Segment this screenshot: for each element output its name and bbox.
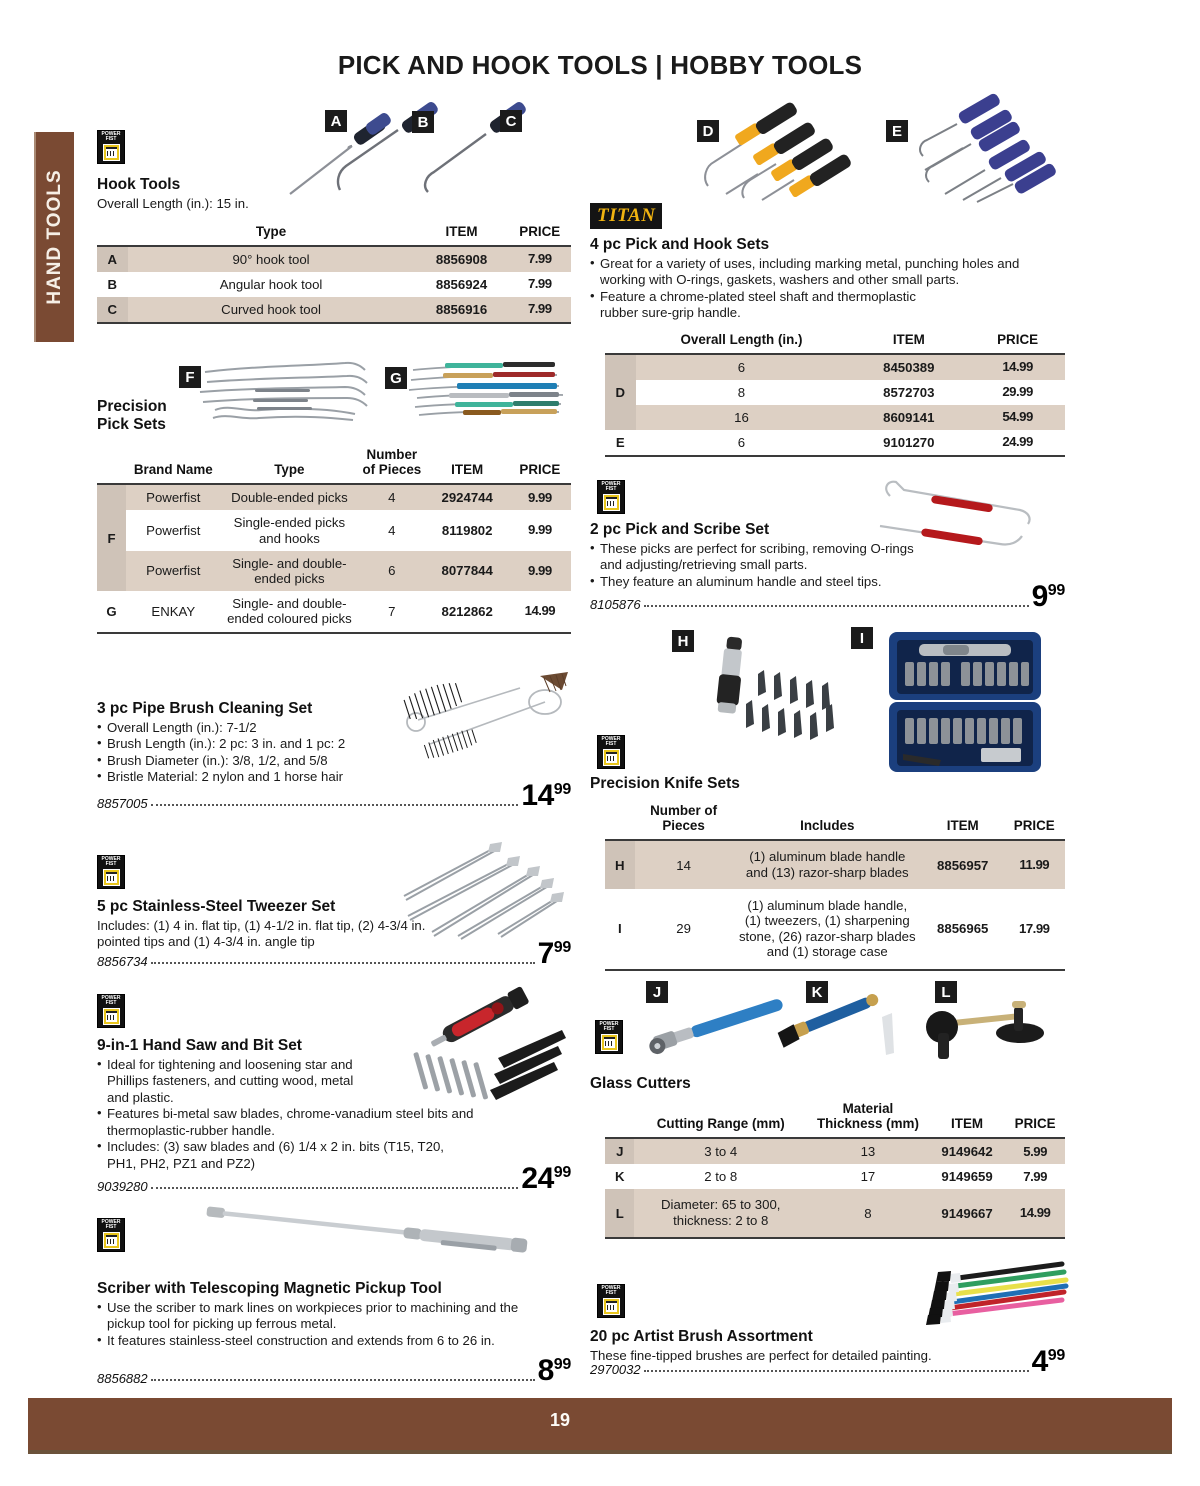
row-price: 29.99 [970, 380, 1065, 405]
row-range: Diameter: 65 to 300, thickness: 2 to 8 [634, 1189, 807, 1237]
artist-brush-description: These fine-tipped brushes are perfect for detailed painting. [590, 1347, 932, 1363]
row-item: 8212862 [426, 591, 509, 632]
row-type: Single- and double-ended picks [221, 551, 358, 591]
pick-hook-d-photo [700, 108, 890, 203]
dot-leader [644, 1369, 1029, 1372]
pick-hook-e-photo [915, 108, 1065, 203]
row-item: 9101270 [847, 430, 970, 456]
table-row [97, 510, 571, 550]
row-item: 8119802 [426, 510, 509, 550]
hand-saw-price-row [97, 1162, 571, 1195]
tweezer-set-sku: 8856734 [97, 953, 148, 969]
row-price: 14.99 [509, 591, 571, 632]
row-price: 11.99 [1003, 840, 1065, 888]
row-length: 6 [636, 354, 848, 380]
scriber-price: $8^{99}$ [537, 1354, 571, 1387]
pipe-brush-bullets [97, 720, 397, 786]
hand-saw-block [97, 1037, 527, 1172]
row-letter: C [97, 297, 128, 323]
pipe-brush-block [97, 700, 397, 786]
col-type: Type [128, 220, 415, 246]
knife-sets-table-wrap [605, 800, 1065, 971]
power-fist-logo-artist-brush: POWER FIST [597, 1284, 625, 1318]
row-letter: G [97, 591, 126, 632]
row-item: 8856957 [922, 840, 1004, 888]
pick-scribe-title: 2 pc Pick and Scribe Set [590, 521, 770, 538]
pick-hook-sets-table-wrap [605, 328, 1065, 457]
row-item: 8856924 [415, 272, 509, 297]
badge-a: A [325, 110, 347, 132]
row-item: 8856916 [415, 297, 509, 323]
row-item: 9149667 [929, 1189, 1005, 1237]
row-letter: H [605, 840, 635, 888]
row-price: 7.99 [509, 272, 571, 297]
row-item: 8077844 [426, 551, 509, 591]
row-price: 7.99 [509, 246, 571, 272]
col-item: ITEM [426, 444, 509, 484]
bullet: • It features stainless-steel construction and extends from 6 to 26 in. [97, 1333, 507, 1350]
hand-saw-bullets [97, 1057, 527, 1173]
table-row [97, 551, 571, 591]
row-price: 5.99 [1005, 1138, 1065, 1164]
pick-hook-sets-block [590, 236, 1060, 322]
scriber-block [97, 1280, 527, 1349]
row-brand: Powerfist [126, 510, 221, 550]
row-pieces: 14 [635, 840, 733, 888]
pick-hook-sets-bullets [590, 256, 1060, 322]
col-cutting-range: Cutting Range (mm) [634, 1098, 807, 1138]
row-item: 8450389 [847, 354, 970, 380]
row-range: 3 to 4 [634, 1138, 807, 1164]
pipe-brush-price: $14^{99}$ [521, 779, 571, 812]
glass-cutters-table-wrap [605, 1098, 1065, 1239]
dot-leader [644, 604, 1029, 607]
badge-k: K [806, 981, 828, 1003]
section-tab-hand-tools [34, 132, 74, 342]
row-price: 7.99 [1005, 1164, 1065, 1189]
power-fist-logo-glass-cutters: POWER FIST [595, 1020, 623, 1054]
pipe-brush-photo [400, 672, 575, 787]
row-letter: D [605, 354, 636, 430]
scriber-bullets [97, 1300, 527, 1350]
col-type: Type [221, 444, 358, 484]
hook-tools-table-wrap [97, 220, 571, 324]
badge-b: B [412, 111, 434, 133]
row-price: 9.99 [509, 551, 571, 591]
artist-brush-price: $4^{99}$ [1031, 1345, 1065, 1378]
dot-leader [151, 961, 535, 964]
table-row [605, 1189, 1065, 1237]
row-length: 16 [636, 405, 848, 430]
table-row [605, 354, 1065, 380]
titan-logo: TITAN [590, 203, 662, 229]
col-number-of-pieces: Number of Pieces [635, 800, 733, 840]
dot-leader [151, 1186, 519, 1189]
col-number-of-pieces: Number of Pieces [358, 444, 425, 484]
power-fist-logo-knife-sets: POWER FIST [597, 735, 625, 769]
table-row [605, 405, 1065, 430]
precision-pick-sets-heading [97, 398, 192, 434]
table-row [605, 889, 1065, 970]
bullet: • They feature an aluminum handle and steel tips. [590, 574, 940, 591]
page-title: PICK AND HOOK TOOLS | HOBBY TOOLS [337, 50, 863, 80]
table-row [97, 246, 571, 272]
row-letter: K [605, 1164, 634, 1189]
row-type: Single-ended picks and hooks [221, 510, 358, 550]
table-row [605, 1164, 1065, 1189]
bullet: • These picks are perfect for scribing, removing O-rings and adjusting/retrieving small parts. [590, 541, 920, 574]
row-price: 7.99 [509, 297, 571, 323]
row-item: 9149659 [929, 1164, 1005, 1189]
precision-pick-sets-title-line1: Precision [97, 398, 167, 415]
bullet: • Ideal for tightening and loosening star and Phillips fasteners, and cutting wood, metal and plastic. [97, 1057, 377, 1107]
col-price: PRICE [509, 444, 571, 484]
hook-tools-heading [97, 176, 347, 212]
power-fist-logo-hand-saw: POWER FIST [97, 994, 125, 1028]
badge-i: I [851, 627, 873, 649]
power-fist-logo-hook-tools: POWER FIST [97, 130, 125, 164]
table-row [605, 840, 1065, 888]
precision-picks-f-photo [195, 360, 370, 422]
hand-saw-title: 9-in-1 Hand Saw and Bit Set [97, 1037, 302, 1054]
bullet: • Includes: (3) saw blades and (6) 1/4 x 2 in. bits (T15, T20, PH1, PH2, PZ1 and PZ2) [97, 1139, 457, 1172]
table-row [97, 272, 571, 297]
col-price: PRICE [1005, 1098, 1065, 1138]
row-length: 8 [636, 380, 848, 405]
row-item: 8572703 [847, 380, 970, 405]
row-pieces: 29 [635, 889, 733, 970]
table-row [97, 591, 571, 632]
badge-h: H [672, 630, 694, 652]
scriber-price-row [97, 1354, 571, 1387]
glass-cutters-table [605, 1098, 1065, 1239]
hook-tools-title: Hook Tools [97, 176, 181, 193]
row-type: Angular hook tool [128, 272, 415, 297]
knife-sets-table [605, 800, 1065, 971]
tweezer-set-price: $7^{99}$ [537, 937, 571, 970]
knife-set-i-photo [885, 628, 1045, 776]
row-thickness: 8 [807, 1189, 929, 1237]
row-item: 9149642 [929, 1138, 1005, 1164]
dot-leader [151, 1378, 535, 1381]
row-letter: A [97, 246, 128, 272]
power-fist-logo-pick-scribe: POWER FIST [597, 480, 625, 514]
table-row [605, 380, 1065, 405]
row-thickness: 17 [807, 1164, 929, 1189]
col-item: ITEM [847, 328, 970, 354]
tweezer-set-description: Includes: (1) 4 in. flat tip, (1) 4-1/2 in. flat tip, (2) 4-3/4 in. pointed tips and (1) 4-3/4 in. angle tip [97, 917, 426, 950]
col-brand-name: Brand Name [126, 444, 221, 484]
col-item: ITEM [415, 220, 509, 246]
row-pieces: 6 [358, 551, 425, 591]
badge-l: L [935, 981, 957, 1003]
knife-sets-title: Precision Knife Sets [590, 775, 740, 792]
pick-scribe-block [590, 521, 930, 590]
pick-scribe-sku: 8105876 [590, 596, 641, 612]
badge-f: F [179, 366, 201, 388]
row-includes: (1) aluminum blade handle, (1) tweezers, (1) sharpening stone, (26) razor-sharp blades and (1) storage case [733, 889, 922, 970]
glass-cutters-heading [590, 1075, 890, 1093]
artist-brush-sku: 2970032 [590, 1361, 641, 1377]
hook-tools-table [97, 220, 571, 324]
row-pieces: 4 [358, 510, 425, 550]
pick-scribe-price: $9^{99}$ [1031, 580, 1065, 613]
pick-hook-sets-title: 4 pc Pick and Hook Sets [590, 236, 770, 253]
row-price: 17.99 [1003, 889, 1065, 970]
tweezer-set-price-row [97, 937, 571, 970]
row-price: 24.99 [970, 430, 1065, 456]
row-letter: F [97, 484, 126, 591]
col-price: PRICE [970, 328, 1065, 354]
row-range: 2 to 8 [634, 1164, 807, 1189]
precision-pick-sets-table [97, 444, 571, 634]
knife-set-h-photo [700, 630, 850, 775]
badge-d: D [697, 120, 719, 142]
pick-hook-sets-table [605, 328, 1065, 457]
artist-brush-price-row [590, 1345, 1065, 1378]
badge-c: C [500, 110, 522, 132]
row-type: Double-ended picks [221, 484, 358, 510]
table-row [605, 430, 1065, 456]
bullet: • Great for a variety of uses, including marking metal, punching holes and working with O-rings, gaskets, washers and other small parts. [590, 256, 1060, 289]
col-item: ITEM [922, 800, 1004, 840]
glass-cutters-title: Glass Cutters [590, 1075, 691, 1092]
badge-j: J [646, 981, 668, 1003]
page-number: 19 [549, 1410, 571, 1430]
table-row [97, 484, 571, 510]
scriber-photo [195, 1215, 535, 1260]
row-type: Single- and double-ended coloured picks [221, 591, 358, 632]
badge-g: G [385, 367, 407, 389]
row-item: 8856908 [415, 246, 509, 272]
bullet: • Bristle Material: 2 nylon and 1 horse hair [97, 769, 397, 786]
glass-cutter-k-photo [770, 993, 930, 1065]
row-brand: Powerfist [126, 484, 221, 510]
tweezer-set-title: 5 pc Stainless-Steel Tweezer Set [97, 898, 336, 915]
hook-tools-subtitle: Overall Length (in.): 15 in. [97, 195, 249, 211]
bullet: • Features bi-metal saw blades, chrome-vanadium steel bits and thermoplastic-rubber handle. [97, 1106, 527, 1139]
row-letter: I [605, 889, 635, 970]
row-brand: ENKAY [126, 591, 221, 632]
bullet: • Brush Length (in.): 2 pc: 3 in. and 1 pc: 2 [97, 736, 397, 753]
row-type: Curved hook tool [128, 297, 415, 323]
bullet: • Feature a chrome-plated steel shaft and thermoplastic rubber sure-grip handle. [590, 289, 930, 322]
row-letter: E [605, 430, 636, 456]
bullet: • Overall Length (in.): 7-1/2 [97, 720, 397, 737]
row-item: 8609141 [847, 405, 970, 430]
row-item: 8856965 [922, 889, 1004, 970]
row-price: 9.99 [509, 484, 571, 510]
col-price: PRICE [509, 220, 571, 246]
col-material-thickness: Material Thickness (mm) [807, 1098, 929, 1138]
col-includes: Includes [733, 800, 922, 840]
precision-pick-sets-title-line2: Pick Sets [97, 415, 166, 433]
row-price: 14.99 [970, 354, 1065, 380]
power-fist-logo-tweezer: POWER FIST [97, 855, 125, 889]
row-brand: Powerfist [126, 551, 221, 591]
row-item: 2924744 [426, 484, 509, 510]
artist-brush-photo [920, 1262, 1070, 1330]
knife-sets-heading [590, 775, 890, 793]
precision-pick-sets-table-wrap [97, 444, 571, 634]
row-type: 90° hook tool [128, 246, 415, 272]
bullet: • Brush Diameter (in.): 3/8, 1/2, and 5/8 [97, 753, 397, 770]
col-overall-length: Overall Length (in.) [636, 328, 848, 354]
row-price: 9.99 [509, 510, 571, 550]
pipe-brush-sku: 8857005 [97, 795, 148, 811]
row-letter: B [97, 272, 128, 297]
row-thickness: 13 [807, 1138, 929, 1164]
table-row [605, 1138, 1065, 1164]
artist-brush-title: 20 pc Artist Brush Assortment [590, 1328, 813, 1345]
row-letter: L [605, 1189, 634, 1237]
pipe-brush-price-row [97, 779, 571, 812]
scriber-title: Scriber with Telescoping Magnetic Pickup Tool [97, 1280, 442, 1297]
power-fist-logo-scriber: POWER FIST [97, 1218, 125, 1252]
col-item: ITEM [929, 1098, 1005, 1138]
dot-leader [151, 803, 519, 806]
row-pieces: 7 [358, 591, 425, 632]
section-tab-label: HAND TOOLS [44, 169, 65, 305]
row-price: 14.99 [1005, 1189, 1065, 1237]
pipe-brush-title: 3 pc Pipe Brush Cleaning Set [97, 700, 313, 717]
table-row [97, 297, 571, 323]
row-includes: (1) aluminum blade handle and (13) razor-sharp blades [733, 840, 922, 888]
row-length: 6 [636, 430, 848, 456]
badge-e: E [886, 120, 908, 142]
row-letter: J [605, 1138, 634, 1164]
col-price: PRICE [1003, 800, 1065, 840]
row-price: 54.99 [970, 405, 1065, 430]
precision-picks-g-photo [405, 362, 575, 420]
hand-saw-price: $24^{99}$ [521, 1162, 571, 1195]
bullet: • Use the scriber to mark lines on workpieces prior to machining and the pickup tool for picking up ferrous metal. [97, 1300, 537, 1333]
row-pieces: 4 [358, 484, 425, 510]
scriber-sku: 8856882 [97, 1370, 148, 1386]
hand-saw-sku: 9039280 [97, 1178, 148, 1194]
